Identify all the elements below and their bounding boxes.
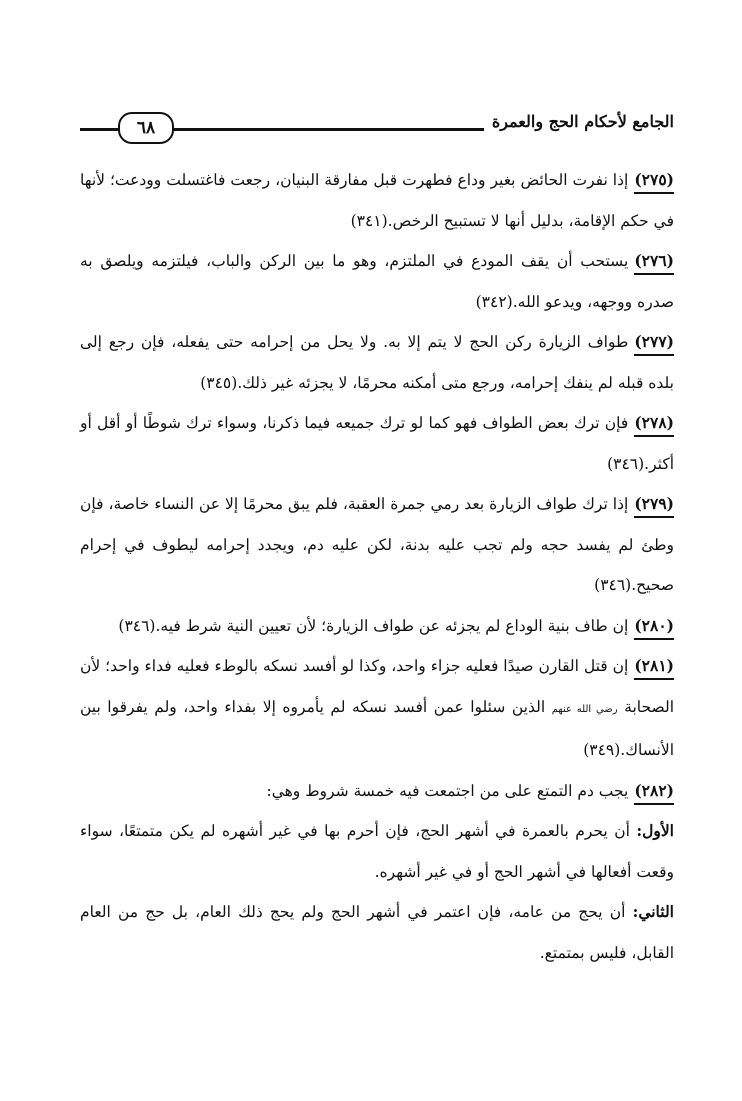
honorific-glyph: رضي الله عنهم <box>551 703 618 715</box>
entry-278 <box>80 403 674 484</box>
entry-text: إذا ترك طواف الزيارة بعد رمي جمرة العقبة، فلم يبق محرمًا إلا عن النساء خاصة، فإن وطئ لم يفسد حجه ولم تجب عليه بدنة، لكن عليه دم، ويجدد إحرامه ليطوف في إحرام صحيح.(٣٤٦) <box>80 495 674 594</box>
page-body <box>80 160 674 973</box>
entry-number: (٢٧٧) <box>634 330 674 356</box>
entry-text: إن قتل القارن صيدًا فعليه جزاء واحد، وكذا لو أفسد نسكه بالوطء فعليه فداء واحد؛ لأن الصحابة <box>80 657 674 716</box>
entry-275 <box>80 160 674 241</box>
entry-279 <box>80 484 674 606</box>
entry-277 <box>80 322 674 403</box>
condition-label: الثاني: <box>632 902 674 921</box>
condition-text: أن يحرم بالعمرة في أشهر الحج، فإن أحرم بها في غير أشهره لم يكن متمتعًا، سواء وقعت أفعالها في أشهر الحج أو في غير أشهره. <box>80 822 674 881</box>
entry-number: (٢٨١) <box>634 654 674 680</box>
entry-text-continued: الذين سئلوا عمن أفسد نسكه لم يأمروه إلا بفداء واحد، ولم يفرقوا بين الأنساك.(٣٤٩) <box>80 697 674 759</box>
running-title: الجامع لأحكام الحج والعمرة <box>491 112 674 131</box>
entry-text: يستحب أن يقف المودع في الملتزم، وهو ما بين الركن والباب، فيلتزمه ويلصق به صدره ووجهه، ويدعو الله.(٣٤٢) <box>80 252 674 311</box>
header-rule <box>172 128 484 131</box>
entry-282 <box>80 771 674 812</box>
entry-text: إن طاف بنية الوداع لم يجزئه عن طواف الزيارة؛ لأن تعيين النية شرط فيه.(٣٤٦) <box>118 616 629 635</box>
entry-number: (٢٨٠) <box>634 614 674 640</box>
entry-number: (٢٧٩) <box>634 492 674 518</box>
condition-second <box>80 892 674 973</box>
entry-280 <box>80 606 674 647</box>
page-header <box>80 108 674 146</box>
condition-text: أن يحج من عامه، فإن اعتمر في أشهر الحج ولم يحج ذلك العام، بل حج من العام القابل، فليس بمتمتع. <box>80 903 674 962</box>
entry-number: (٢٧٦) <box>634 249 674 275</box>
entry-text: طواف الزيارة ركن الحج لا يتم إلا به. ولا يحل من إحرامه حتى يفعله، فإن رجع إلى بلده قبله لم ينفك إحرامه، ورجع متى أمكنه محرمًا، لا يجزئه غير ذلك.(٣٤٥) <box>80 333 674 392</box>
entry-text: إذا نفرت الحائض بغير وداع فطهرت قبل مفارقة البنيان، رجعت فاغتسلت وودعت؛ لأنها في حكم الإقامة، بدليل أنها لا تستبيح الرخص.(٣٤١) <box>80 171 674 230</box>
page-number: ٦٨ <box>118 112 174 144</box>
entry-281 <box>80 646 674 771</box>
condition-label: الأول: <box>636 821 674 840</box>
entry-276 <box>80 241 674 322</box>
entry-number: (٢٨٢) <box>634 779 674 805</box>
entry-number: (٢٧٥) <box>634 168 674 194</box>
entry-number: (٢٧٨) <box>634 411 674 437</box>
entry-text: يجب دم التمتع على من اجتمعت فيه خمسة شروط وهي: <box>266 781 629 800</box>
entry-text: فإن ترك بعض الطواف فهو كما لو ترك جميعه فيما ذكرنا، وسواء ترك شوطًا أو أقل أو أكثر.(٣٤٦) <box>80 414 674 473</box>
header-rule-left <box>80 128 118 131</box>
condition-first <box>80 811 674 892</box>
